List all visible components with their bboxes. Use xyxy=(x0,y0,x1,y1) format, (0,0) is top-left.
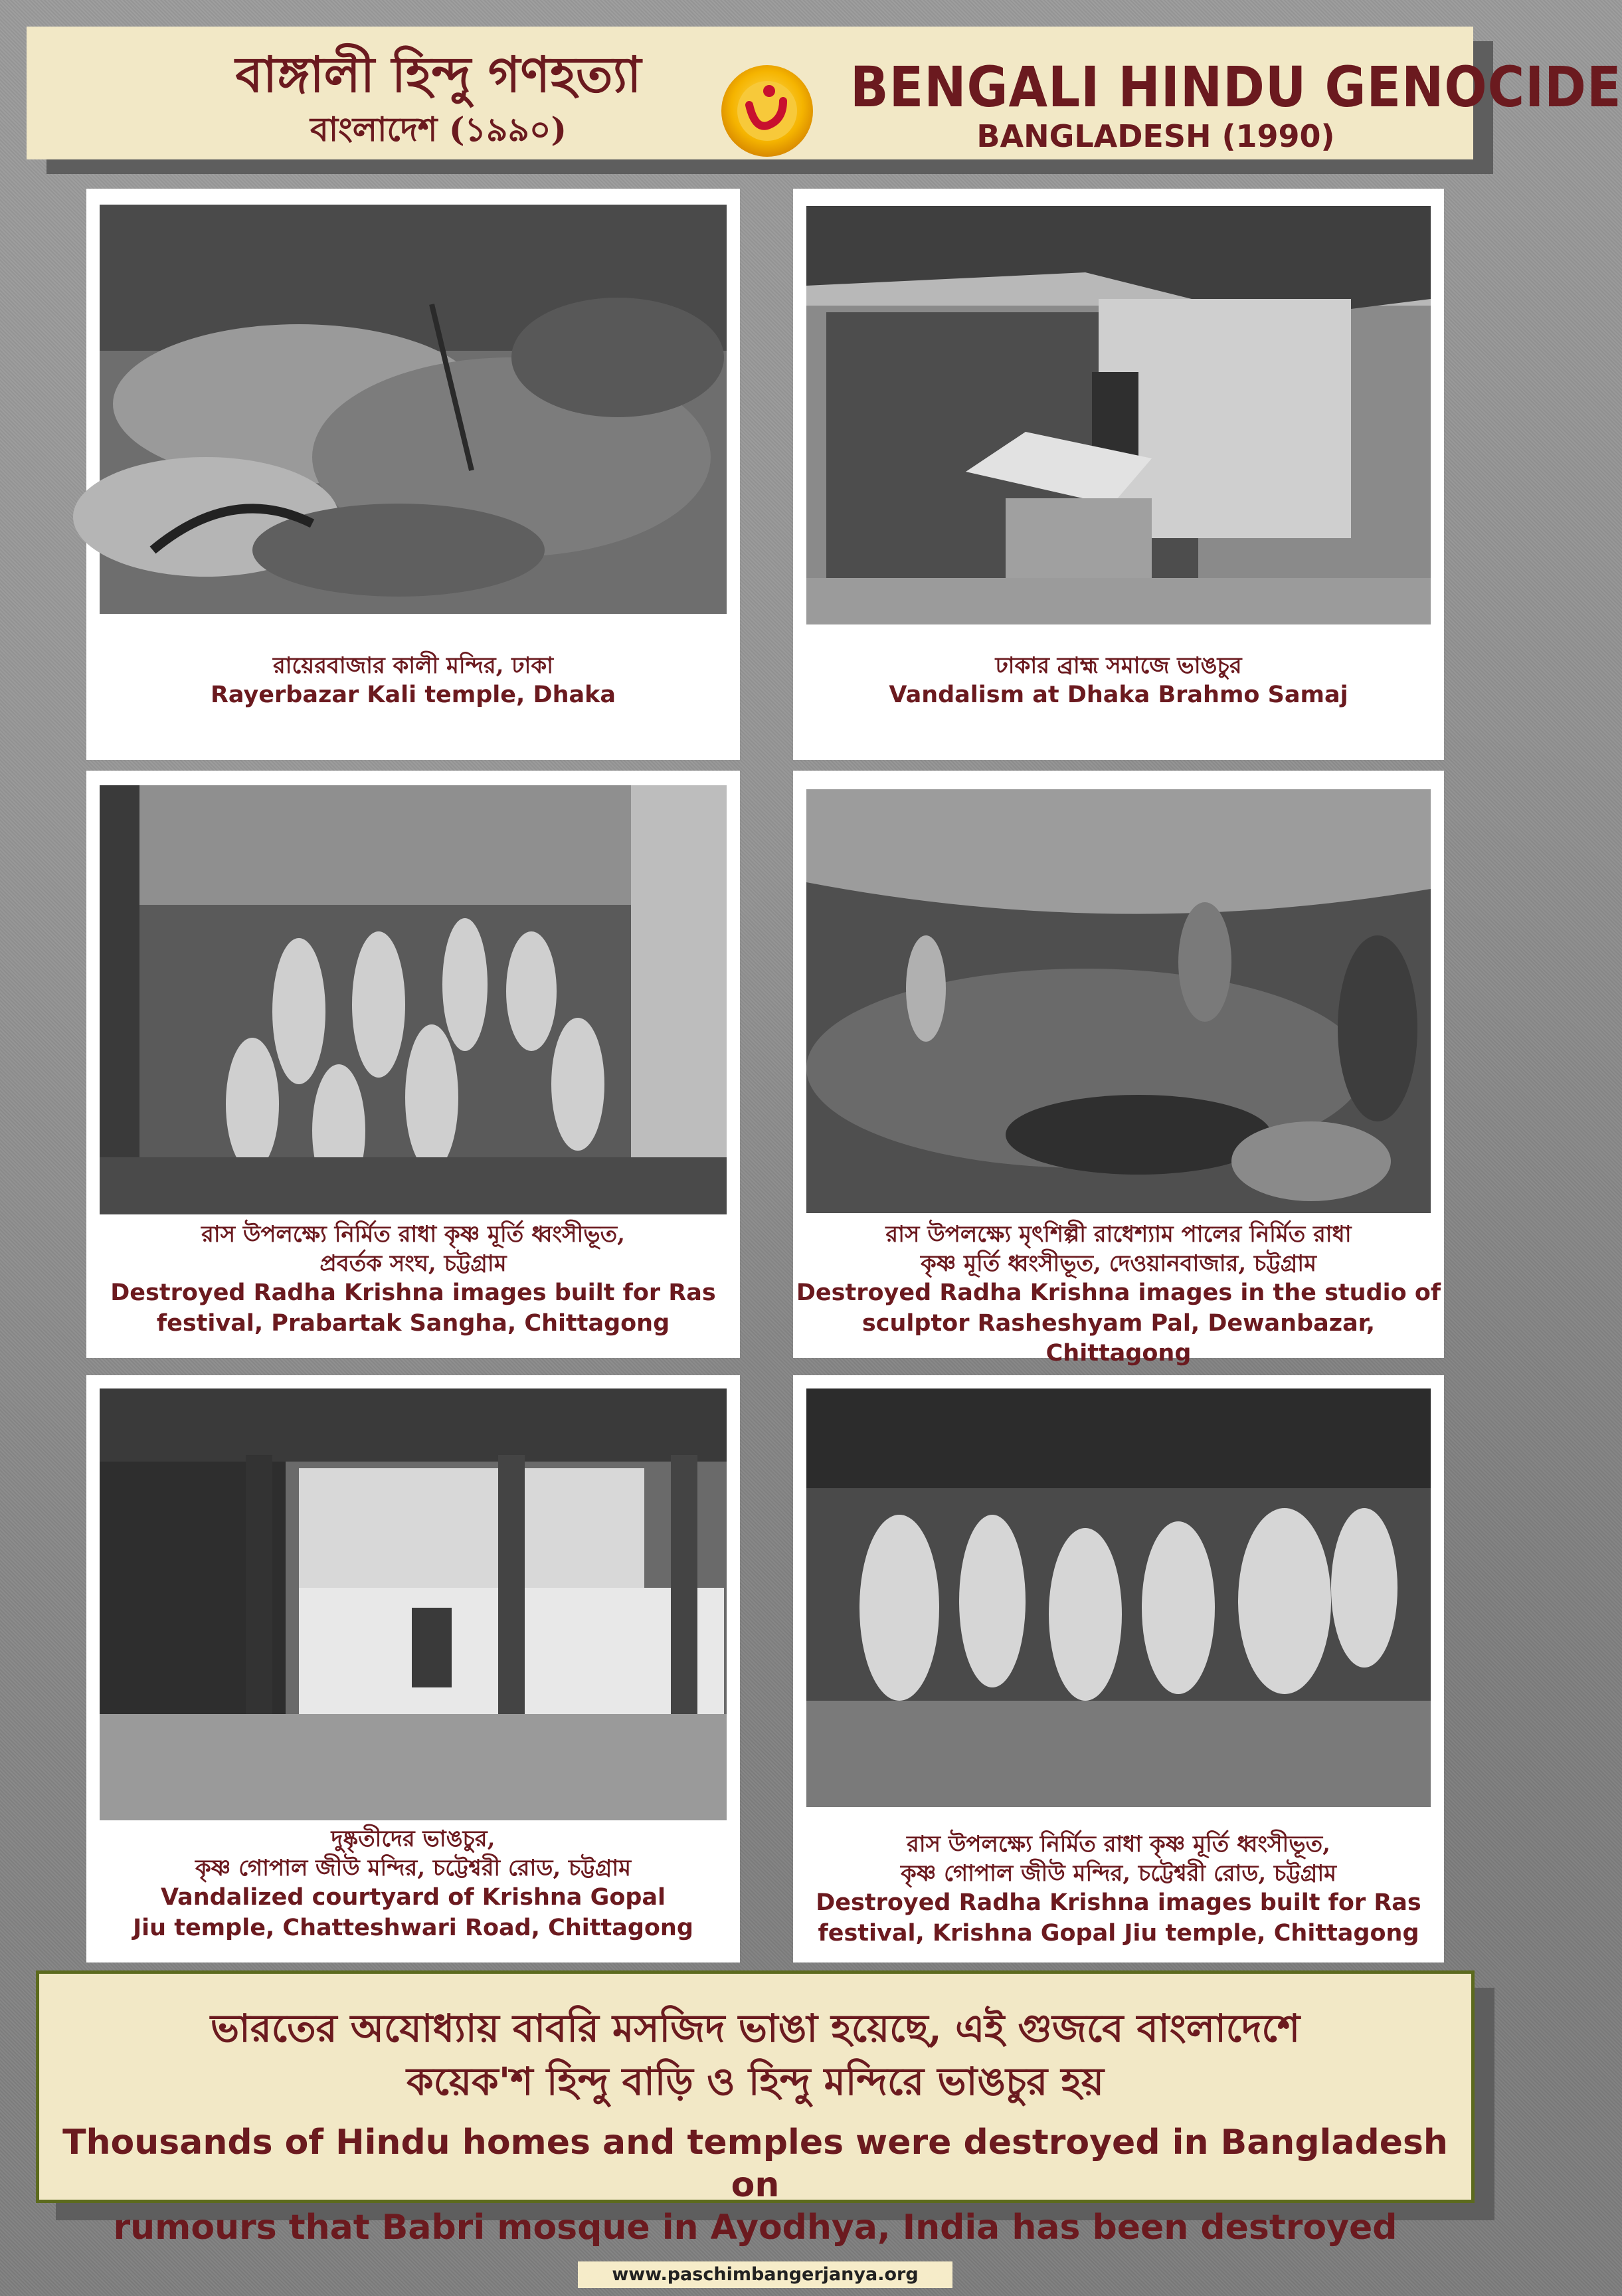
caption-english: Rayerbazar Kali temple, Dhaka xyxy=(210,682,616,709)
photo-vandalized-courtyard xyxy=(100,1388,727,1820)
photo-card-dewanbazar xyxy=(793,771,1444,1367)
subtitle-english: BANGLADESH (1990) xyxy=(976,118,1335,154)
footer-text-bengali: ভারতের অযোধ্যায় বাবরি মসজিদ ভাঙা হয়েছে, এই গুজবে বাংলাদেশে কয়েক'শ হিন্দু বাড়ি ও হিন্দু মন্দিরে ভাঙচুর হয় xyxy=(210,2006,1301,2104)
subtitle-bengali: বাংলাদেশ (১৯৯০) xyxy=(310,110,567,149)
footer-text-english: Thousands of Hindu homes and temples were destroyed in Bangladesh on rumours that Babri mosque in Ayodhya, India has been destroyed xyxy=(62,2123,1448,2248)
photo-brahmo-samaj xyxy=(806,206,1431,624)
caption xyxy=(793,1830,1444,1949)
caption-bengali: দুষ্কৃতীদের ভাঙচুর, কৃষ্ণ গোপাল জীউ মন্দির, চট্টেশ্বরী রোড, চট্টগ্রাম xyxy=(195,1826,632,1882)
photo-card-rayerbazar xyxy=(86,189,740,760)
caption-bengali: রাস উপলক্ষ্যে নির্মিত রাধা কৃষ্ণ মূর্তি ধ্বংসীভূত, কৃষ্ণ গোপাল জীউ মন্দির, চট্টেশ্বরী রোড, চট্টগ্রাম xyxy=(900,1831,1337,1887)
title-bengali: বাঙ্গালী হিন্দু গণহত্যা xyxy=(235,47,642,104)
caption xyxy=(793,651,1444,711)
caption-english: Vandalized courtyard of Krishna Gopal Jiu temple, Chatteshwari Road, Chittagong xyxy=(133,1884,693,1941)
caption-english: Vandalism at Dhaka Brahmo Samaj xyxy=(889,682,1348,709)
photo-card-brahmo-samaj xyxy=(793,189,1444,760)
photo-sculptor-studio xyxy=(806,789,1431,1213)
photo-card-prabartak-sangha xyxy=(86,771,740,1358)
header-banner xyxy=(27,27,1622,159)
photo-broken-idols xyxy=(100,785,727,1214)
photo-temple-rubble xyxy=(100,205,727,614)
footer-banner xyxy=(36,1970,1475,2248)
caption-bengali: রায়েরবাজার কালী মন্দির, ঢাকা xyxy=(272,652,554,679)
caption xyxy=(86,1220,740,1339)
caption-bengali: রাস উপলক্ষ্যে মৃৎশিল্পী রাধেশ্যাম পালের নির্মিত রাধা কৃষ্ণ মূর্তি ধ্বংসীভূত, দেওয়ানবাজার, চট্টগ্রাম xyxy=(885,1221,1352,1278)
website-link[interactable]: www.paschimbangerjanya.org xyxy=(578,2261,952,2288)
caption-english: Destroyed Radha Krishna images in the studio of sculptor Rasheshyam Pal, Dewanbazar, Chittagong xyxy=(796,1280,1441,1367)
photo-card-krishna-gopal-idols xyxy=(793,1375,1444,1962)
title-english: BENGALI HINDU GENOCIDE xyxy=(850,54,1622,120)
caption-bengali: রাস উপলক্ষ্যে নির্মিত রাধা কৃষ্ণ মূর্তি ধ্বংসীভূত, প্রবর্তক সংঘ, চট্টগ্রাম xyxy=(201,1221,625,1278)
caption xyxy=(86,651,740,711)
caption xyxy=(793,1220,1444,1369)
photo-destroyed-idols-temple xyxy=(806,1388,1431,1807)
caption-english: Destroyed Radha Krishna images built for Ras festival, Prabartak Sangha, Chittagong xyxy=(110,1280,716,1337)
caption-english: Destroyed Radha Krishna images built for Ras festival, Krishna Gopal Jiu temple, Chittagong xyxy=(816,1889,1421,1947)
caption xyxy=(86,1824,740,1943)
caption-bengali: ঢাকার ব্রাহ্ম সমাজে ভাঙচুর xyxy=(995,652,1242,679)
photo-card-krishna-gopal-courtyard xyxy=(86,1375,740,1962)
om-sun-logo-icon xyxy=(717,61,817,161)
